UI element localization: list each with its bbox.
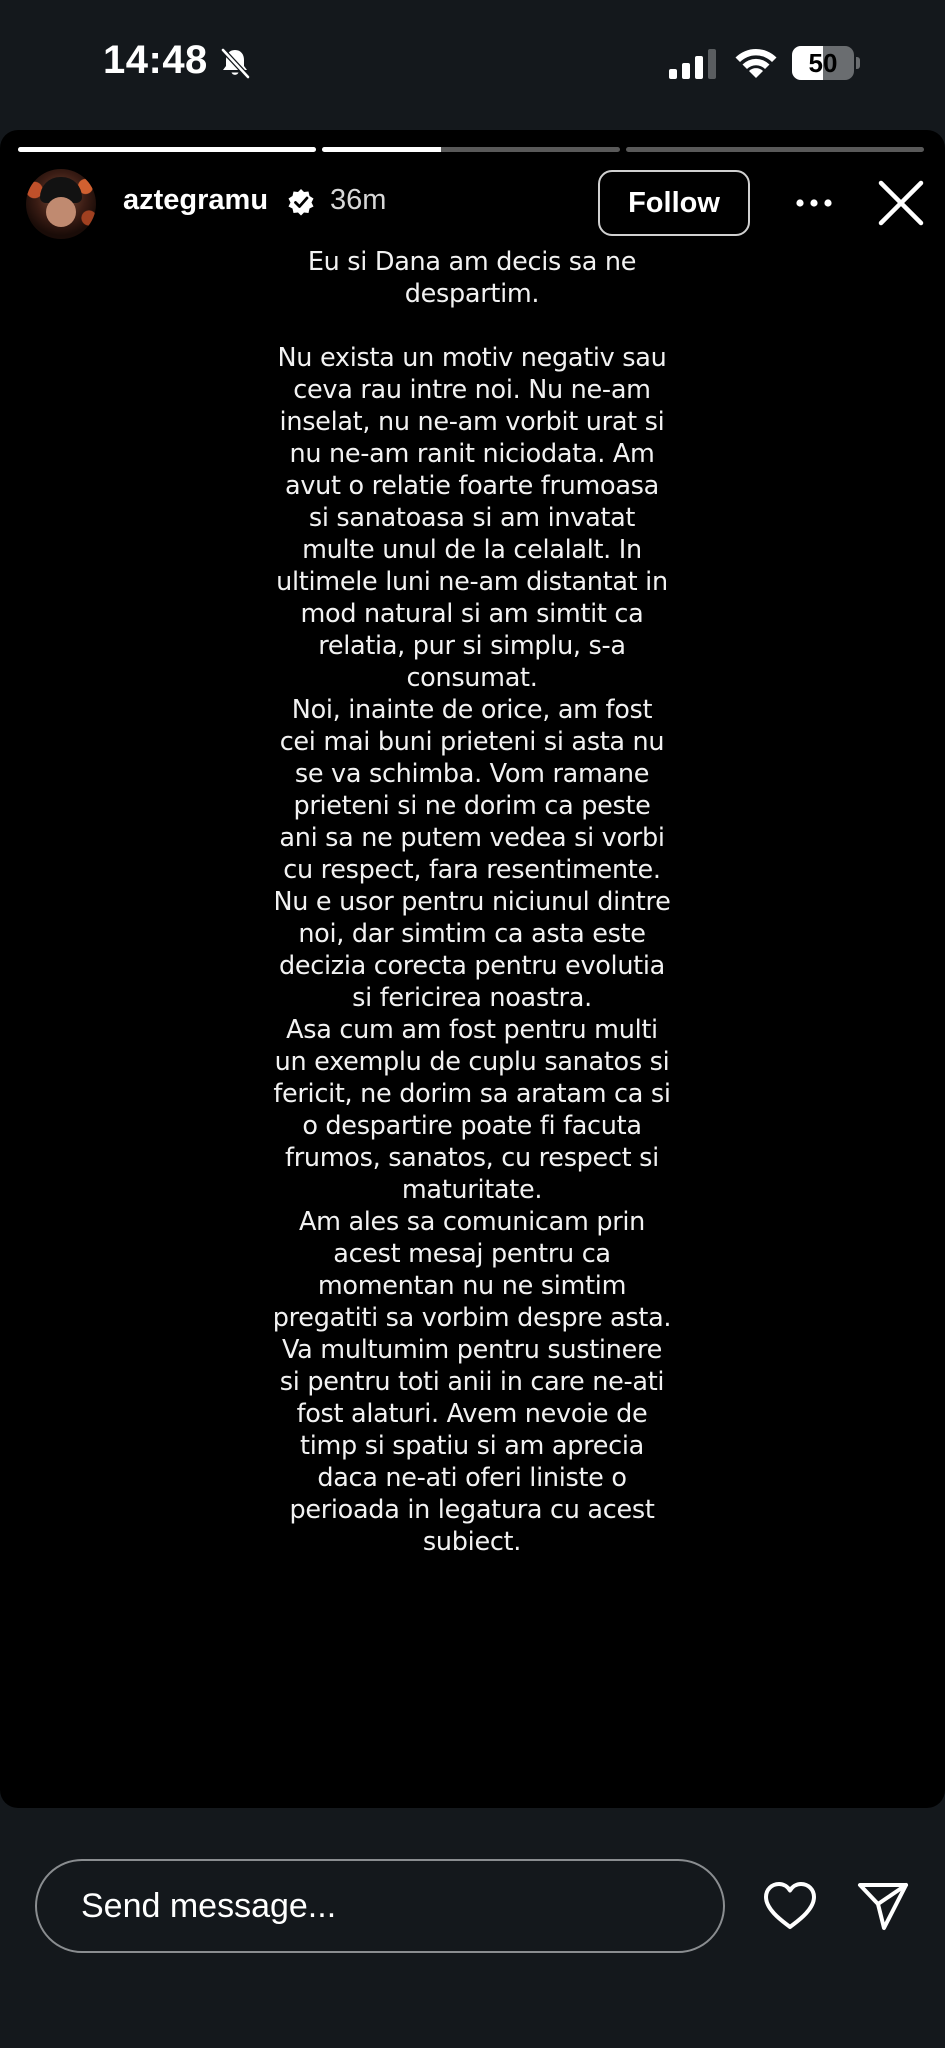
- send-message-input[interactable]: [35, 1859, 725, 1953]
- send-direct-icon[interactable]: [856, 1880, 910, 1932]
- story-viewer[interactable]: [0, 130, 945, 1808]
- status-time: 14:48: [103, 38, 208, 82]
- battery-icon: [792, 46, 858, 80]
- progress-segment: [322, 147, 620, 152]
- signal-icon: [668, 48, 718, 80]
- story-time: 36m: [330, 184, 387, 216]
- progress-segment: [626, 147, 924, 152]
- more-options-icon[interactable]: [792, 188, 836, 218]
- heart-icon[interactable]: [762, 1880, 818, 1932]
- follow-button[interactable]: Follow: [598, 170, 750, 236]
- username[interactable]: aztegramu: [123, 184, 269, 216]
- avatar[interactable]: [26, 169, 96, 239]
- bell-slash-icon: [218, 46, 252, 80]
- verified-badge-icon: [287, 188, 315, 216]
- close-icon[interactable]: [876, 178, 926, 228]
- story-progress: [18, 147, 945, 152]
- wifi-icon: [732, 44, 780, 82]
- battery-level: 50: [808, 48, 838, 78]
- story-caption-text: Eu si Dana am decis sa ne despartim. Nu exista un motiv negativ sau ceva rau intre noi. Nu ne-am inselat, nu ne-am vorbit urat si nu ne-am ranit niciodata. Am avut o relatie foarte frumoasa si sanatoasa si am invatat multe unul de la celalalt. In ultimele luni ne-am distantat in mod natural si am simtit ca relatia, pur si simplu, s-a consumat. Noi, inainte de orice, am fost cei mai buni prieteni si asta nu se va schimba. Vom ramane prieteni si ne dorim ca peste ani sa ne putem vedea si vorbi cu respect, fara resentimente. Nu e usor pentru niciunul dintre noi, dar simtim ca asta este decizia corecta pentru evolutia si fericirea noastra. Asa cum am fost pentru multi un exemplu de cuplu sanatos si fericit, ne dorim sa aratam ca si o despartire poate fi facuta frumos, sanatos, cu respect si maturitate. Am ales sa comunicam prin acest mesaj pentru ca momentan nu ne simtim pregatiti sa vorbim despre asta. Va multumim pentru sustinere si pentru toti anii in care ne-ati fost alaturi. Avem nevoie de timp si spatiu si am aprecia daca ne-ati oferi liniste o perioada in legatura cu acest subiect.: [272, 247, 672, 1557]
- status-bar: [0, 0, 945, 130]
- progress-segment: [18, 147, 316, 152]
